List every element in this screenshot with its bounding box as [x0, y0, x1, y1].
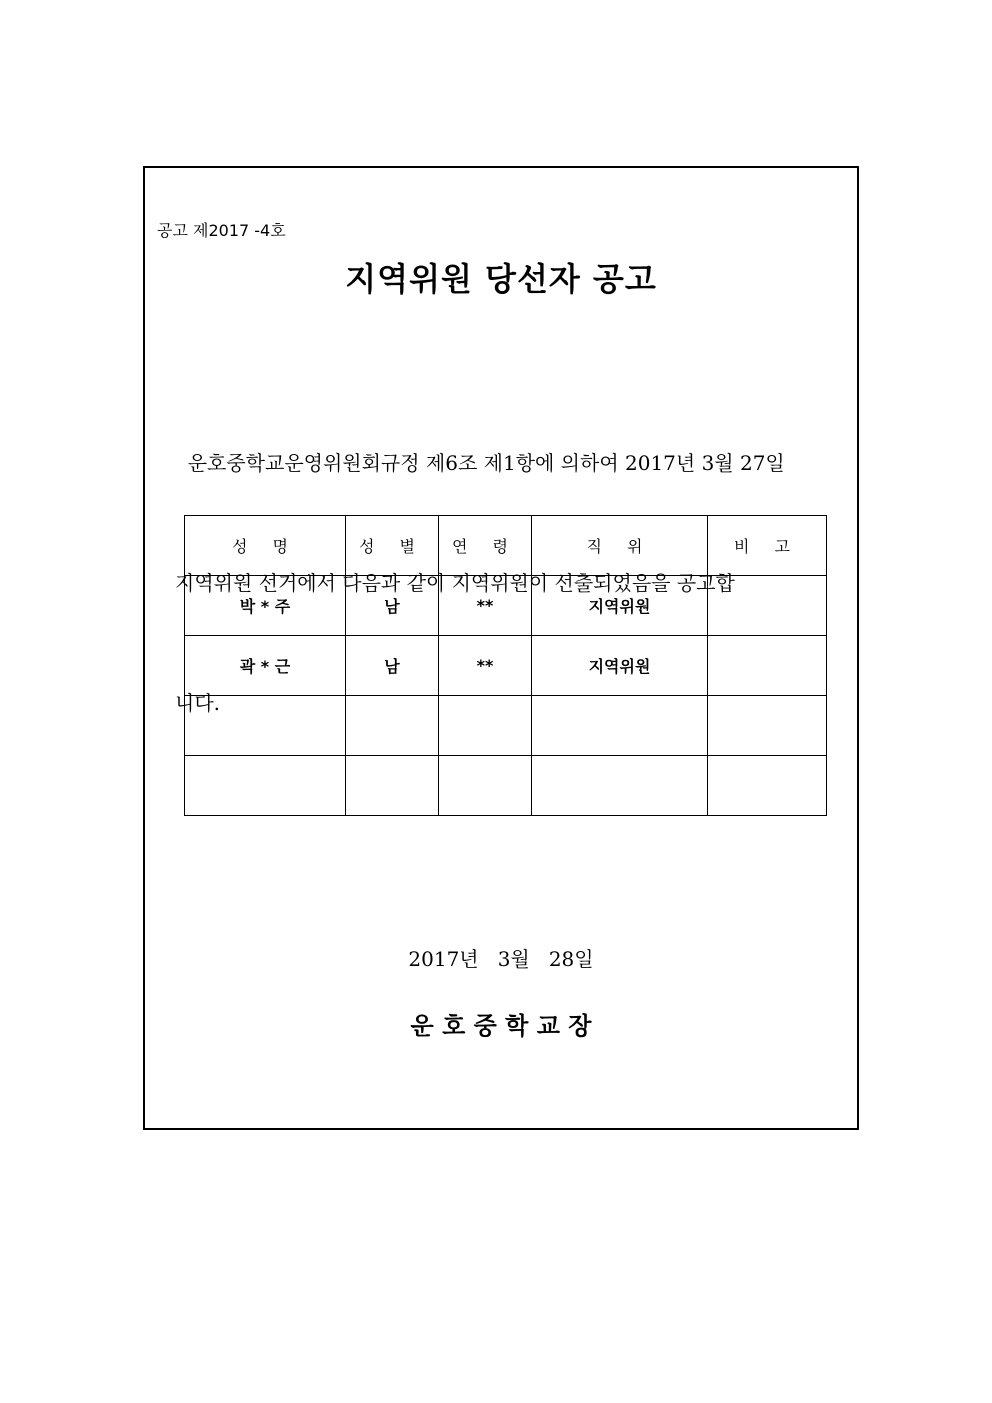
table-row [185, 576, 827, 636]
cell-name: 곽 * 근 [185, 636, 346, 696]
elected-members-table [184, 515, 827, 816]
cell-age [439, 696, 532, 756]
cell-age: ** [439, 576, 532, 636]
header-name: 성 명 [185, 516, 346, 576]
cell-remarks [708, 696, 827, 756]
cell-remarks [708, 756, 827, 816]
cell-gender: 남 [346, 636, 439, 696]
notice-date: 2017년 3월 28일 [408, 947, 594, 971]
cell-position [532, 756, 708, 816]
body-line: 지역위원 선거에서 다음과 같이 지역위원이 선출되었음을 공고합 [175, 571, 735, 595]
notice-number: 공고 제2017 -4호 [157, 221, 286, 240]
body-line: 운호중학교운영위원회규정 제6조 제1항에 의하여 2017년 3월 27일 [175, 451, 785, 475]
header-gender: 성 별 [346, 516, 439, 576]
header-remarks: 비 고 [708, 516, 827, 576]
cell-remarks [708, 576, 827, 636]
cell-position [532, 696, 708, 756]
header-position: 직 위 [532, 516, 708, 576]
cell-position: 지역위원 [532, 576, 708, 636]
signature: 운 호 중 학 교 장 [410, 1011, 592, 1040]
cell-remarks [708, 636, 827, 696]
cell-gender [346, 696, 439, 756]
cell-gender: 남 [346, 576, 439, 636]
cell-age: ** [439, 636, 532, 696]
table-row [185, 636, 827, 696]
cell-gender [346, 756, 439, 816]
page-title: 지역위원 당선자 공고 [345, 260, 657, 298]
body-line: 니다. [175, 691, 220, 715]
table-row [185, 756, 827, 816]
cell-position: 지역위원 [532, 636, 708, 696]
table-header-row [185, 516, 827, 576]
notice-frame [143, 166, 859, 1130]
cell-age [439, 756, 532, 816]
cell-name [185, 756, 346, 816]
table-row [185, 696, 827, 756]
header-age: 연 령 [439, 516, 532, 576]
cell-name [185, 696, 346, 756]
cell-name: 박 * 주 [185, 576, 346, 636]
